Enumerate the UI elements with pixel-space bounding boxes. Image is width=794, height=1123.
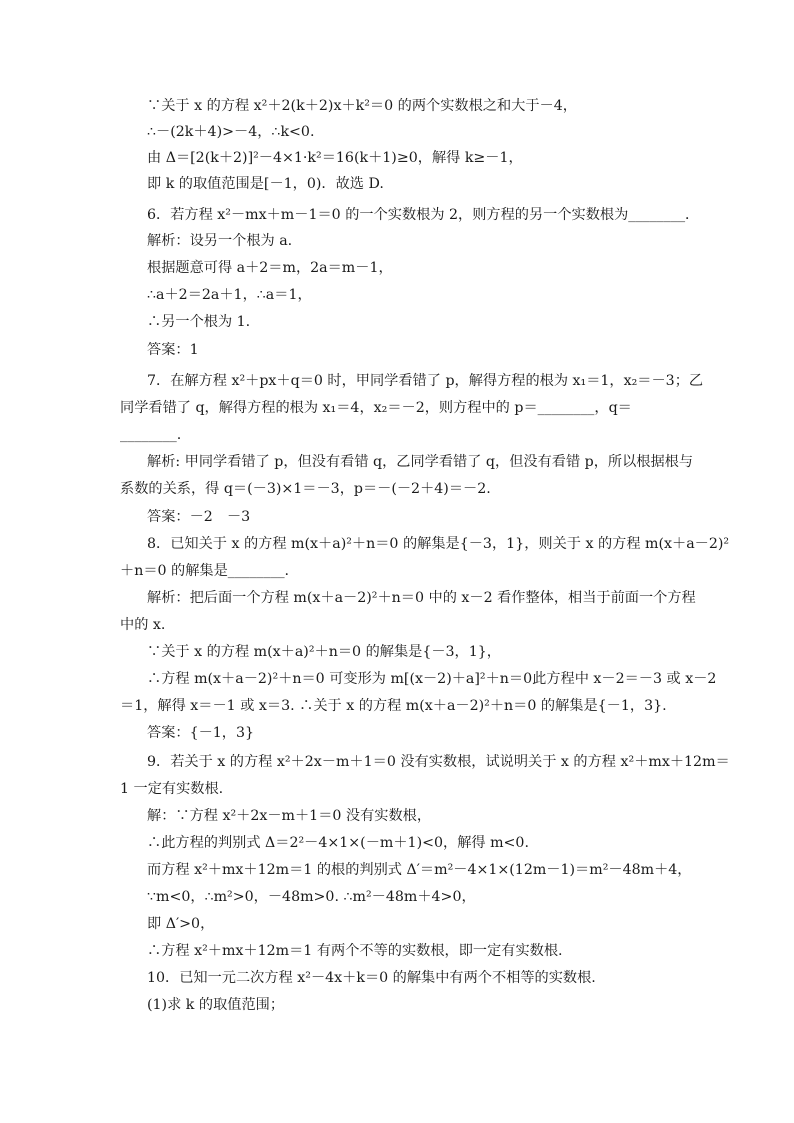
text-line: ＝1，解得 x＝－1 或 x＝3. ∴关于 x 的方程 m(x＋a－2)²＋n＝0 的解集是{－1，3}. bbox=[120, 698, 667, 714]
text-line: ∴a＋2＝2a＋1，∴a＝1， bbox=[147, 287, 312, 303]
text-line: 而方程 x²＋mx＋12m＝1 的根的判别式 Δ′＝m²－4×1×(12m－1)＝m²－48m＋4， bbox=[147, 862, 692, 878]
text-line: ∴－(2k＋4)>－4，∴k<0. bbox=[147, 124, 315, 140]
text-line: ∴此方程的判别式 Δ＝2²－4×1×(－m＋1)<0，解得 m<0. bbox=[147, 835, 529, 851]
text-line: 根据题意可得 a＋2＝m，2a＝m－1， bbox=[147, 260, 393, 276]
text-line: (1)求 k 的取值范围； bbox=[147, 997, 285, 1013]
text-line: 解析: 甲同学看错了 p，但没有看错 q，乙同学看错了 q，但没有看错 p，所以根据根与 bbox=[147, 454, 694, 470]
question-7: 7．在解方程 x²＋px＋q＝0 时，甲同学看错了 p，解得方程的根为 x₁＝1，x₂＝－3；乙 bbox=[147, 373, 704, 389]
text-line: ∵关于 x 的方程 x²＋2(k＋2)x＋k²＝0 的两个实数根之和大于－4， bbox=[147, 98, 577, 114]
text-line: 同学看错了 q，解得方程的根为 x₁＝4，x₂＝－2，则方程中的 p＝________，q＝ bbox=[120, 400, 632, 416]
text-line: ________. bbox=[120, 427, 182, 443]
question-8: 8．已知关于 x 的方程 m(x＋a)²＋n＝0 的解集是{－3，1}，则关于 x 的方程 m(x＋a－2)² bbox=[147, 536, 730, 552]
answer-7: 答案：－2 －3 bbox=[147, 509, 251, 525]
text-line: 系数的关系，得 q＝(－3)×1＝－3，p＝－(－2＋4)＝－2. bbox=[120, 481, 491, 497]
text-line: 即 k 的取值范围是[－1，0)．故选 D. bbox=[147, 176, 384, 192]
text-line: ∵m<0，∴m²>0，－48m>0. ∴m²－48m＋4>0， bbox=[147, 889, 476, 905]
question-10: 10．已知一元二次方程 x²－4x＋k＝0 的解集中有两个不相等的实数根. bbox=[147, 970, 596, 986]
text-line: 由 Δ＝[2(k＋2)]²－4×1·k²＝16(k＋1)≥0，解得 k≥－1， bbox=[147, 150, 523, 166]
text-line: ∵关于 x 的方程 m(x＋a)²＋n＝0 的解集是{－3，1}， bbox=[147, 644, 501, 660]
text-line: 即 Δ′>0， bbox=[147, 916, 215, 932]
text-line: ∴方程 x²＋mx＋12m＝1 有两个不等的实数根，即一定有实数根. bbox=[147, 943, 563, 959]
answer-6: 答案：1 bbox=[147, 342, 199, 358]
text-line: 1 一定有实数根. bbox=[120, 781, 224, 797]
text-line: ∴另一个根为 1. bbox=[147, 314, 251, 330]
text-line: 中的 x. bbox=[120, 617, 166, 633]
text-line: 解析：把后面一个方程 m(x＋a－2)²＋n＝0 中的 x－2 看作整体，相当于前面一个方程 bbox=[147, 590, 696, 606]
text-line: ∴方程 m(x＋a－2)²＋n＝0 可变形为 m[(x－2)＋a]²＋n＝0此方程中 x－2＝－3 或 x－2 bbox=[147, 671, 717, 687]
question-6: 6．若方程 x²－mx＋m－1＝0 的一个实数根为 2，则方程的另一个实数根为________． bbox=[147, 207, 700, 223]
answer-8: 答案：{－1，3} bbox=[147, 725, 255, 741]
text-line: 解析：设另一个根为 a. bbox=[147, 233, 293, 249]
text-line: 解：∵方程 x²＋2x－m＋1＝0 没有实数根， bbox=[147, 808, 432, 824]
text-line: ＋n＝0 的解集是________. bbox=[120, 563, 290, 579]
question-9: 9．若关于 x 的方程 x²＋2x－m＋1＝0 没有实数根，试说明关于 x 的方程 x²＋mx＋12m＝ bbox=[147, 754, 730, 770]
